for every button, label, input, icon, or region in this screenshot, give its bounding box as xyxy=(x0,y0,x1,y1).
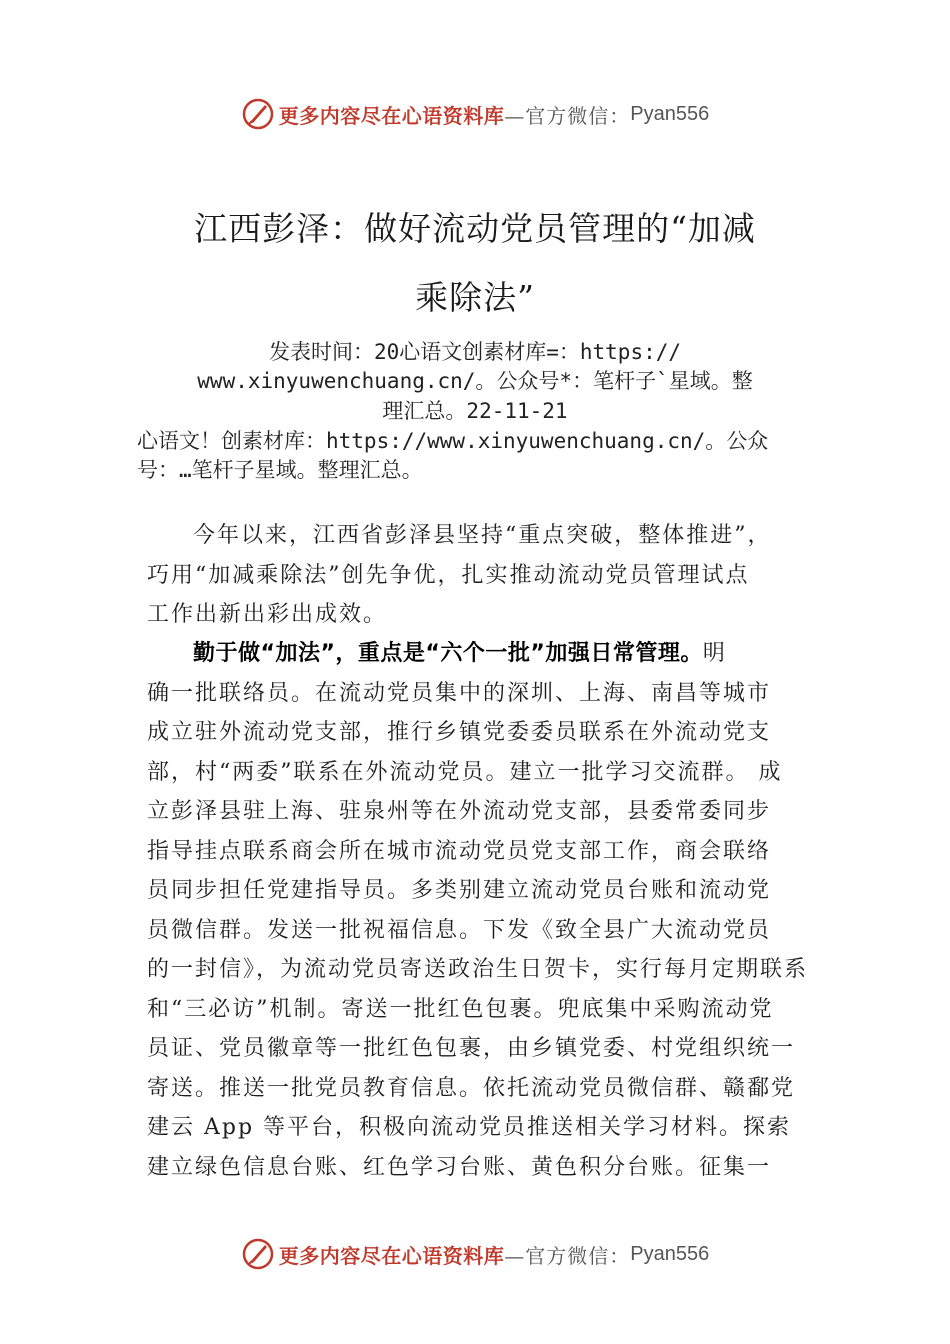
header-banner xyxy=(0,94,950,134)
paragraph-line: 和“三必访”机制。寄送一批红色包裹。兜底集中采购流动党 xyxy=(147,996,774,1022)
banner-wechat-id: Pyan556 xyxy=(630,102,710,125)
paragraph-line: 员证、党员徽章等一批红色包裹，由乡镇党委、村党组织统一 xyxy=(147,1036,796,1061)
paragraph-line: 部，村“两委”联系在外流动党员。建立一批学习交流群。 成 xyxy=(147,759,783,785)
paragraph-line xyxy=(147,634,827,674)
section-heading: 勤于做“加法”，重点是“六个一批”加强日常管理。 xyxy=(193,641,703,666)
paragraph-line: 立彭泽县驻上海、驻泉州等在外流动党支部，县委常委同步 xyxy=(147,799,772,824)
paragraph-line: 的一封信》，为流动党员寄送政治生日贺卡，实行每月定期联系 xyxy=(147,957,809,982)
heading-tail: 明 xyxy=(702,641,727,666)
paragraph-line: 员微信群。发送一批祝福信息。下发《致全县广大流动党员 xyxy=(147,917,772,943)
meta-line-1: 发表时间：20心语文创素材库=：https:// xyxy=(268,340,682,364)
meta-line-4: 心语文！创素材库：https://www.xinyuwenchuang.cn/。公众 xyxy=(137,429,769,453)
paragraph-line: 建云 App 等平台，积极向流动党员推送相关学习材料。探索 xyxy=(147,1115,792,1140)
meta-line-2: www.xinyuwenchuang.cn/。公众号*：笔杆子`星域。整 xyxy=(197,369,753,393)
banner-dash-text: —官方微信： xyxy=(504,1243,631,1268)
banner-brand-text: 更多内容尽在心语资料库 xyxy=(278,1243,505,1268)
paragraph-line: 寄送。推送一批党员教育信息。依托流动党员微信群、赣鄱党 xyxy=(147,1075,796,1101)
banner-brand-text: 更多内容尽在心语资料库 xyxy=(278,103,505,128)
meta-line-3: 理汇总。22-11-21 xyxy=(382,399,568,423)
article-title-line-1: 江西彭泽：做好流动党员管理的“加减 xyxy=(194,209,756,248)
footer-banner xyxy=(0,1234,950,1274)
paragraph-line: 确一批联络员。在流动党员集中的深圳、上海、南昌等城市 xyxy=(147,680,772,706)
paragraph-line: 成立驻外流动党支部，推行乡镇党委委员联系在外流动党支 xyxy=(147,720,772,745)
paragraph-line: 建立绿色信息台账、红色学习台账、黄色积分台账。征集一 xyxy=(147,1154,772,1180)
paragraph-intro xyxy=(147,516,827,635)
article-title-line-2: 乘除法” xyxy=(415,278,535,317)
paragraph-line: 员同步担任党建指导员。多类别建立流动党员台账和流动党 xyxy=(147,878,772,903)
paragraph-line: 巧用“加减乘除法”创先争优，扎实推动流动党员管理试点 xyxy=(147,562,750,588)
banner-wechat-id: Pyan556 xyxy=(630,1242,710,1265)
quill-logo-icon xyxy=(241,97,275,131)
paragraph-line: 工作出新出彩出成效。 xyxy=(147,602,388,627)
quill-logo-icon xyxy=(241,1237,275,1271)
paragraph-line: 今年以来，江西省彭泽县坚持“重点突破，整体推进”， xyxy=(193,523,772,548)
paragraph-line: 指导挂点联系商会所在城市流动党员党支部工作，商会联络 xyxy=(147,838,772,864)
meta-line-5: 号：…笔杆子星域。整理汇总。 xyxy=(137,458,423,482)
paragraph-addition xyxy=(147,634,827,1187)
banner-dash-text: —官方微信： xyxy=(504,103,631,128)
